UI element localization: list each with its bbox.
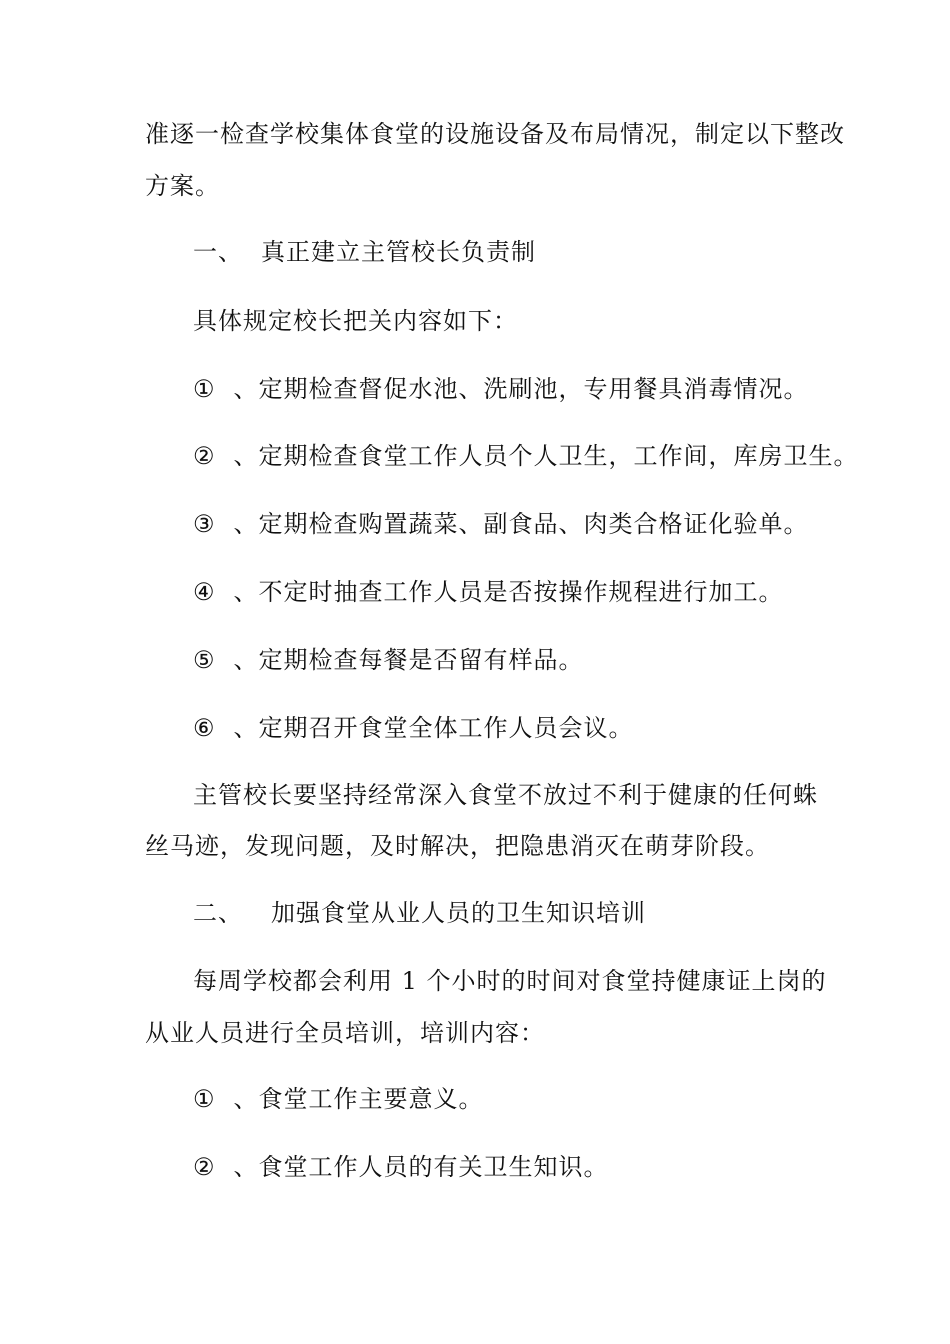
section-2-item <box>193 1152 609 1182</box>
section-2-lead-line-2: 从业人员进行全员培训，培训内容： <box>145 1019 545 1047</box>
intro-line-1: 准逐一检查学校集体食堂的设施设备及布局情况，制定以下整改 <box>145 120 845 148</box>
item-number: ① <box>193 1085 216 1113</box>
section-1-number: 一、 <box>193 238 243 266</box>
item-text: 、定期检查食堂工作人员个人卫生，工作间，库房卫生。 <box>233 442 859 470</box>
section-1-lead: 具体规定校长把关内容如下： <box>193 307 518 335</box>
item-number: ② <box>193 442 216 470</box>
section-1-item <box>193 374 809 404</box>
item-number: ① <box>193 375 216 403</box>
intro-line-2: 方案。 <box>145 172 220 200</box>
item-text: 、食堂工作主要意义。 <box>233 1085 484 1113</box>
section-2-lead-line-1: 每周学校都会利用 1 个小时的时间对食堂持健康证上岗的 <box>193 967 827 995</box>
item-text: 、食堂工作人员的有关卫生知识。 <box>233 1153 609 1181</box>
item-number: ⑤ <box>193 646 216 674</box>
section-1-item <box>193 645 584 675</box>
section-2-title: 加强食堂从业人员的卫生知识培训 <box>271 899 646 927</box>
section-1-item <box>193 509 809 539</box>
section-1-closing-line-1: 主管校长要坚持经常深入食堂不放过不利于健康的任何蛛 <box>193 781 818 809</box>
section-1-item <box>193 713 634 743</box>
section-2-heading <box>193 898 646 928</box>
item-text: 、不定时抽查工作人员是否按操作规程进行加工。 <box>233 578 784 606</box>
item-text: 、定期召开食堂全体工作人员会议。 <box>233 714 634 742</box>
item-number: ② <box>193 1153 216 1181</box>
section-2-number: 二、 <box>193 899 243 927</box>
section-1-item <box>193 441 859 471</box>
item-number: ③ <box>193 510 216 538</box>
item-text: 、定期检查购置蔬菜、副食品、肉类合格证化验单。 <box>233 510 809 538</box>
section-1-closing-line-2: 丝马迹，发现问题，及时解决，把隐患消灭在萌芽阶段。 <box>145 832 770 860</box>
section-1-heading <box>193 237 536 267</box>
item-text: 、定期检查督促水池、洗刷池，专用餐具消毒情况。 <box>233 375 809 403</box>
section-1-title: 真正建立主管校长负责制 <box>261 238 536 266</box>
item-text: 、定期检查每餐是否留有样品。 <box>233 646 584 674</box>
section-2-item <box>193 1084 484 1114</box>
section-1-item <box>193 577 784 607</box>
item-number: ⑥ <box>193 714 216 742</box>
item-number: ④ <box>193 578 216 606</box>
